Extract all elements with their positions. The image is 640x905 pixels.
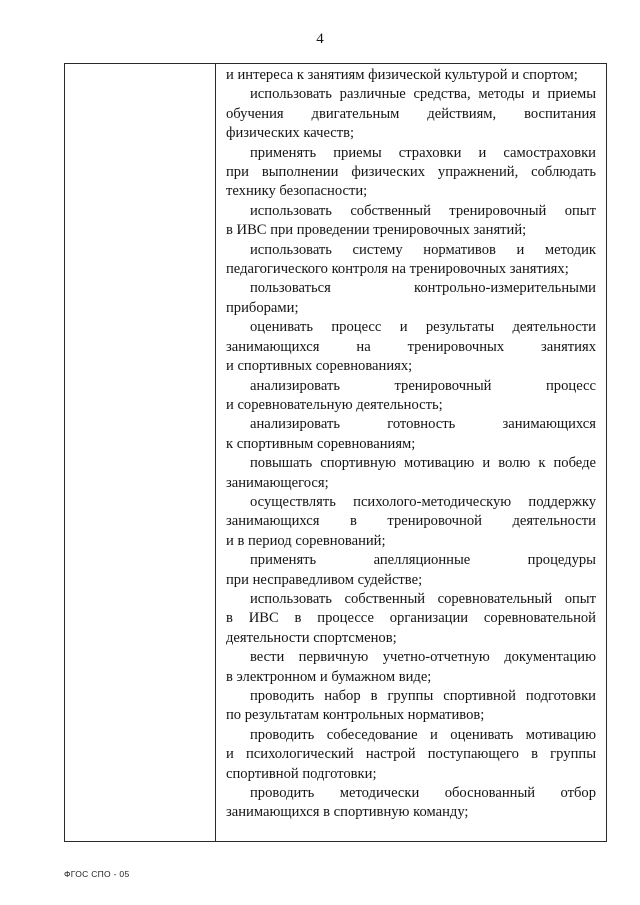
paragraph-line: пользоваться контрольно-измерительными <box>250 280 596 297</box>
skill-paragraph <box>226 415 596 454</box>
paragraph-line: в ИВС при проведении тренировочных занятий; <box>226 222 527 239</box>
skill-paragraph <box>226 318 596 376</box>
paragraph-line: проводить набор в группы спортивной подготовки <box>250 688 596 704</box>
paragraph-line: вести первичную учетно-отчетную документацию <box>250 649 596 666</box>
skill-paragraph <box>226 85 596 143</box>
skill-paragraph <box>226 241 596 280</box>
skill-paragraph <box>226 687 596 726</box>
paragraph-line: занимающихся в тренировочной деятельности <box>226 513 596 530</box>
paragraph-line: повышать спортивную мотивацию и волю к победе <box>250 455 596 472</box>
paragraph-line: занимающегося; <box>226 474 329 491</box>
paragraph-line: использовать собственный тренировочный опыт <box>250 202 596 219</box>
paragraph-line: педагогического контроля на тренировочных занятиях; <box>226 261 569 278</box>
page-number: 4 <box>316 31 324 47</box>
paragraph-line: занимающихся в спортивную команду; <box>226 804 469 821</box>
skill-paragraph <box>226 590 596 648</box>
paragraph-line: в электронном и бумажном виде; <box>226 668 432 685</box>
paragraph-line: оценивать процесс и результаты деятельности <box>250 319 596 336</box>
paragraph-line: и интереса к занятиям физической культурой и спортом; <box>226 67 578 83</box>
skill-paragraph <box>226 144 596 202</box>
skill-paragraph <box>226 377 596 416</box>
paragraph-line: проводить методически обоснованный отбор <box>250 785 596 802</box>
paragraph-line: деятельности спортсменов; <box>226 629 397 646</box>
paragraph-line: и соревновательную деятельность; <box>226 396 443 413</box>
paragraph-line: использовать различные средства, методы и приемы <box>250 86 596 103</box>
paragraph-line: в ИВС в процессе организации соревновательной <box>226 610 596 627</box>
paragraph-line: применять апелляционные процедуры <box>250 552 596 569</box>
paragraph-line: обучения двигательным действиям, воспитания <box>226 105 596 122</box>
skill-paragraph <box>226 454 596 493</box>
skill-paragraph <box>226 726 596 784</box>
paragraph-line: и психологический настрой поступающего в группы <box>226 746 596 763</box>
skill-paragraph <box>226 66 596 85</box>
paragraph-line: по результатам контрольных нормативов; <box>226 707 485 724</box>
paragraph-line: проводить собеседование и оценивать мотивацию <box>250 726 596 743</box>
paragraph-line: спортивной подготовки; <box>226 765 377 782</box>
paragraph-line: анализировать тренировочный процесс <box>250 377 596 394</box>
paragraph-line: и спортивных соревнованиях; <box>226 358 413 375</box>
paragraph-line: анализировать готовность занимающихся <box>250 416 596 433</box>
paragraph-line: применять приемы страховки и самостраховки <box>250 144 596 161</box>
paragraph-line: использовать собственный соревновательный опыт <box>250 590 596 607</box>
paragraph-line: занимающихся на тренировочных занятиях <box>226 338 596 355</box>
paragraph-line: физических качеств; <box>226 125 355 142</box>
paragraph-line: осуществлять психолого-методическую поддержку <box>250 493 596 510</box>
skill-paragraph <box>226 784 596 823</box>
competency-table <box>64 63 607 842</box>
paragraph-line: использовать систему нормативов и методик <box>250 241 596 258</box>
skill-paragraph <box>226 648 596 687</box>
table-right-column <box>216 64 606 841</box>
paragraph-line: приборами; <box>226 299 299 316</box>
paragraph-line: при несправедливом судействе; <box>226 571 423 588</box>
paragraph-line: к спортивным соревнованиям; <box>226 435 416 452</box>
skill-paragraph <box>226 551 596 590</box>
paragraph-line: и в период соревнований; <box>226 532 386 549</box>
skill-paragraph <box>226 202 596 241</box>
skill-paragraph <box>226 493 596 551</box>
table-left-column <box>65 64 216 841</box>
paragraph-line: технику безопасности; <box>226 183 368 200</box>
skill-paragraph <box>226 279 596 318</box>
paragraph-line: при выполнении физических упражнений, соблюдать <box>226 164 596 181</box>
document-footer: ФГОС СПО - 05 <box>64 869 130 879</box>
